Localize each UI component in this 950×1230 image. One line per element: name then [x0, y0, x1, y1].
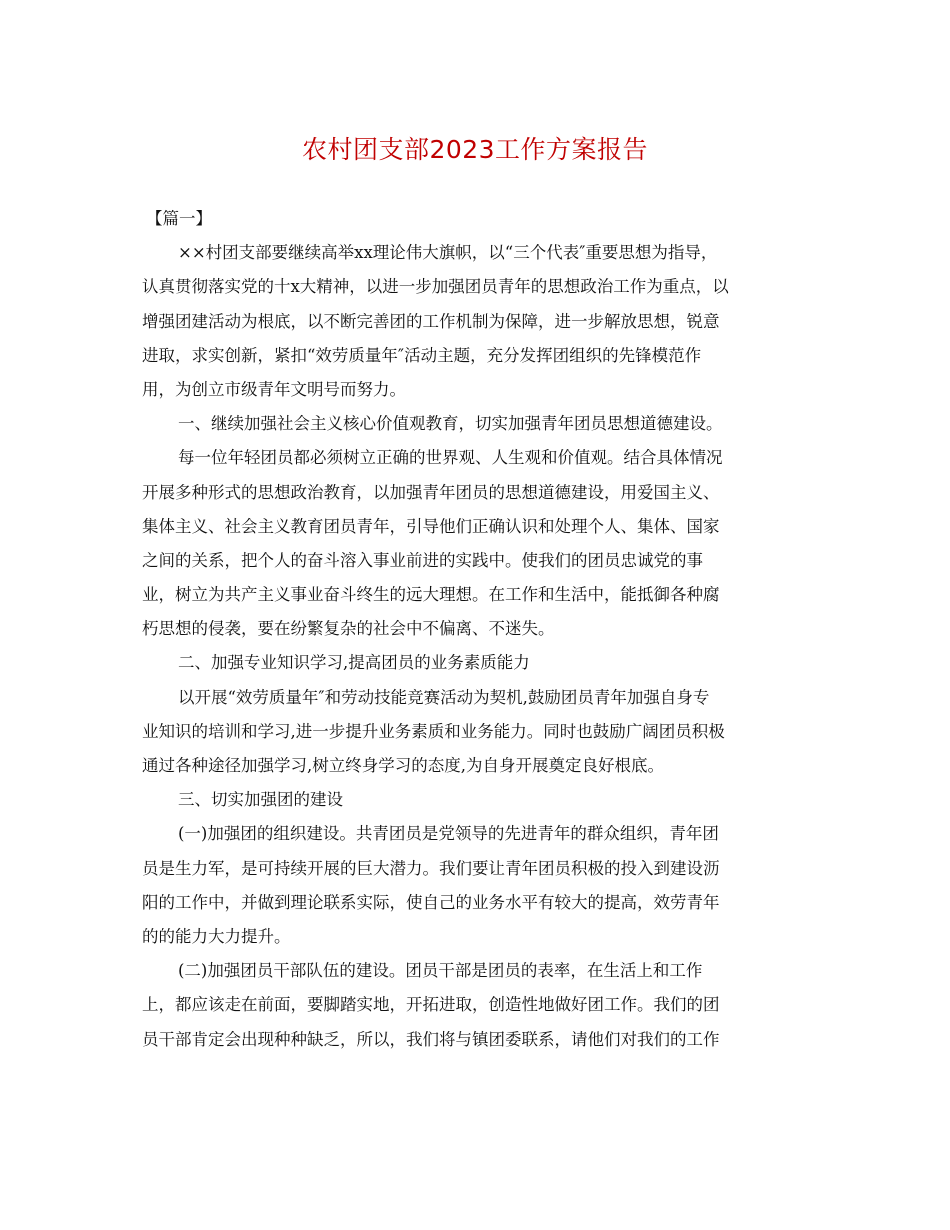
paragraph-line: 开展多种形式的思想政治教育，以加强青年团员的思想道德建设，用爱国主义、 [142, 482, 720, 502]
paragraph-line: ××村团支部要继续高举xx理论伟大旗帜，以“三个代表″重要思想为指导， [178, 243, 718, 263]
paragraph-learning [142, 681, 812, 784]
heading-three [142, 783, 812, 817]
section-heading: 一、继续加强社会主义核心价值观教育，切实加强青年团员思想道德建设。 [178, 414, 723, 434]
paragraph-line: 增强团建活动为根底，以不断完善团的工作机制为保障，进一步解放思想，锐意 [142, 311, 720, 331]
paragraph-line: 之间的关系，把个人的奋斗溶入事业前进的实践中。使我们的团员忠诚党的事 [142, 550, 703, 570]
document-title: 农村团支部2023工作方案报告 [301, 135, 649, 164]
paragraph-line: 用，为创立市级青年文明号而努力。 [142, 379, 406, 399]
paragraph-line: 通过各种途径加强学习,树立终身学习的态度,为自身开展奠定良好根底。 [142, 756, 664, 775]
heading-one [142, 407, 812, 441]
heading-two [142, 646, 812, 680]
section-heading: 三、切实加强团的建设 [178, 790, 343, 810]
paragraph-line: 认真贯彻落实党的十x大精神，以进一步加强团员青年的思想政治工作为重点，以 [142, 277, 729, 297]
section-heading: 二、加强专业知识学习,提高团员的业务素质能力 [178, 653, 530, 673]
document-body [142, 202, 812, 1057]
paragraph-line: 朽思想的侵袭，要在纷繁复杂的社会中不偏离、不迷失。 [142, 619, 555, 639]
paragraph-line: 每一位年轻团员都必须树立正确的世界观、人生观和价值观。结合具体情况 [178, 448, 723, 468]
paragraph-line: 的的能力大力提升。 [142, 926, 291, 946]
paragraph-line: 业知识的培训和学习,进一步提升业务素质和业务能力。同时也鼓励广阔团员积极 [142, 721, 725, 741]
paragraph-intro [142, 236, 812, 407]
paragraph-line: 上，都应该走在前面，要脚踏实地，开拓进取，创造性地做好团工作。我们的团 [142, 995, 720, 1015]
paragraph-line: 员干部肯定会出现种种缺乏，所以，我们将与镇团委联系，请他们对我们的工作 [142, 1029, 720, 1049]
paragraph-line: (一)加强团的组织建设。共青团员是党领导的先进青年的群众组织，青年团 [178, 824, 719, 844]
section-label: 【篇一】 [146, 209, 212, 228]
paragraph-line: 集体主义、社会主义教育团员青年，引导他们正确认识和处理个人、集体、国家 [142, 516, 720, 536]
paragraph-line: (二)加强团员干部队伍的建设。团员干部是团员的表率，在生活上和工作 [178, 961, 703, 981]
paragraph-line: 进取，求实创新，紧扣“效劳质量年″活动主题，充分发挥团组织的先锋模范作 [142, 345, 702, 365]
paragraph-organization [142, 817, 812, 954]
paragraph-line: 业，树立为共产主义事业奋斗终生的远大理想。在工作和生活中，能抵御各种腐 [142, 585, 720, 605]
paragraph-cadres [142, 954, 812, 1057]
paragraph-line: 以开展“效劳质量年″和劳动技能竞赛活动为契机,鼓励团员青年加强自身专 [178, 687, 710, 707]
paragraph-line: 阳的工作中，并做到理论联系实际，使自己的业务水平有较大的提高，效劳青年 [142, 892, 720, 912]
paragraph-ideology [142, 441, 812, 646]
paragraph-line: 员是生力军，是可持续开展的巨大潜力。我们要让青年团员积极的投入到建设沥 [142, 858, 720, 878]
